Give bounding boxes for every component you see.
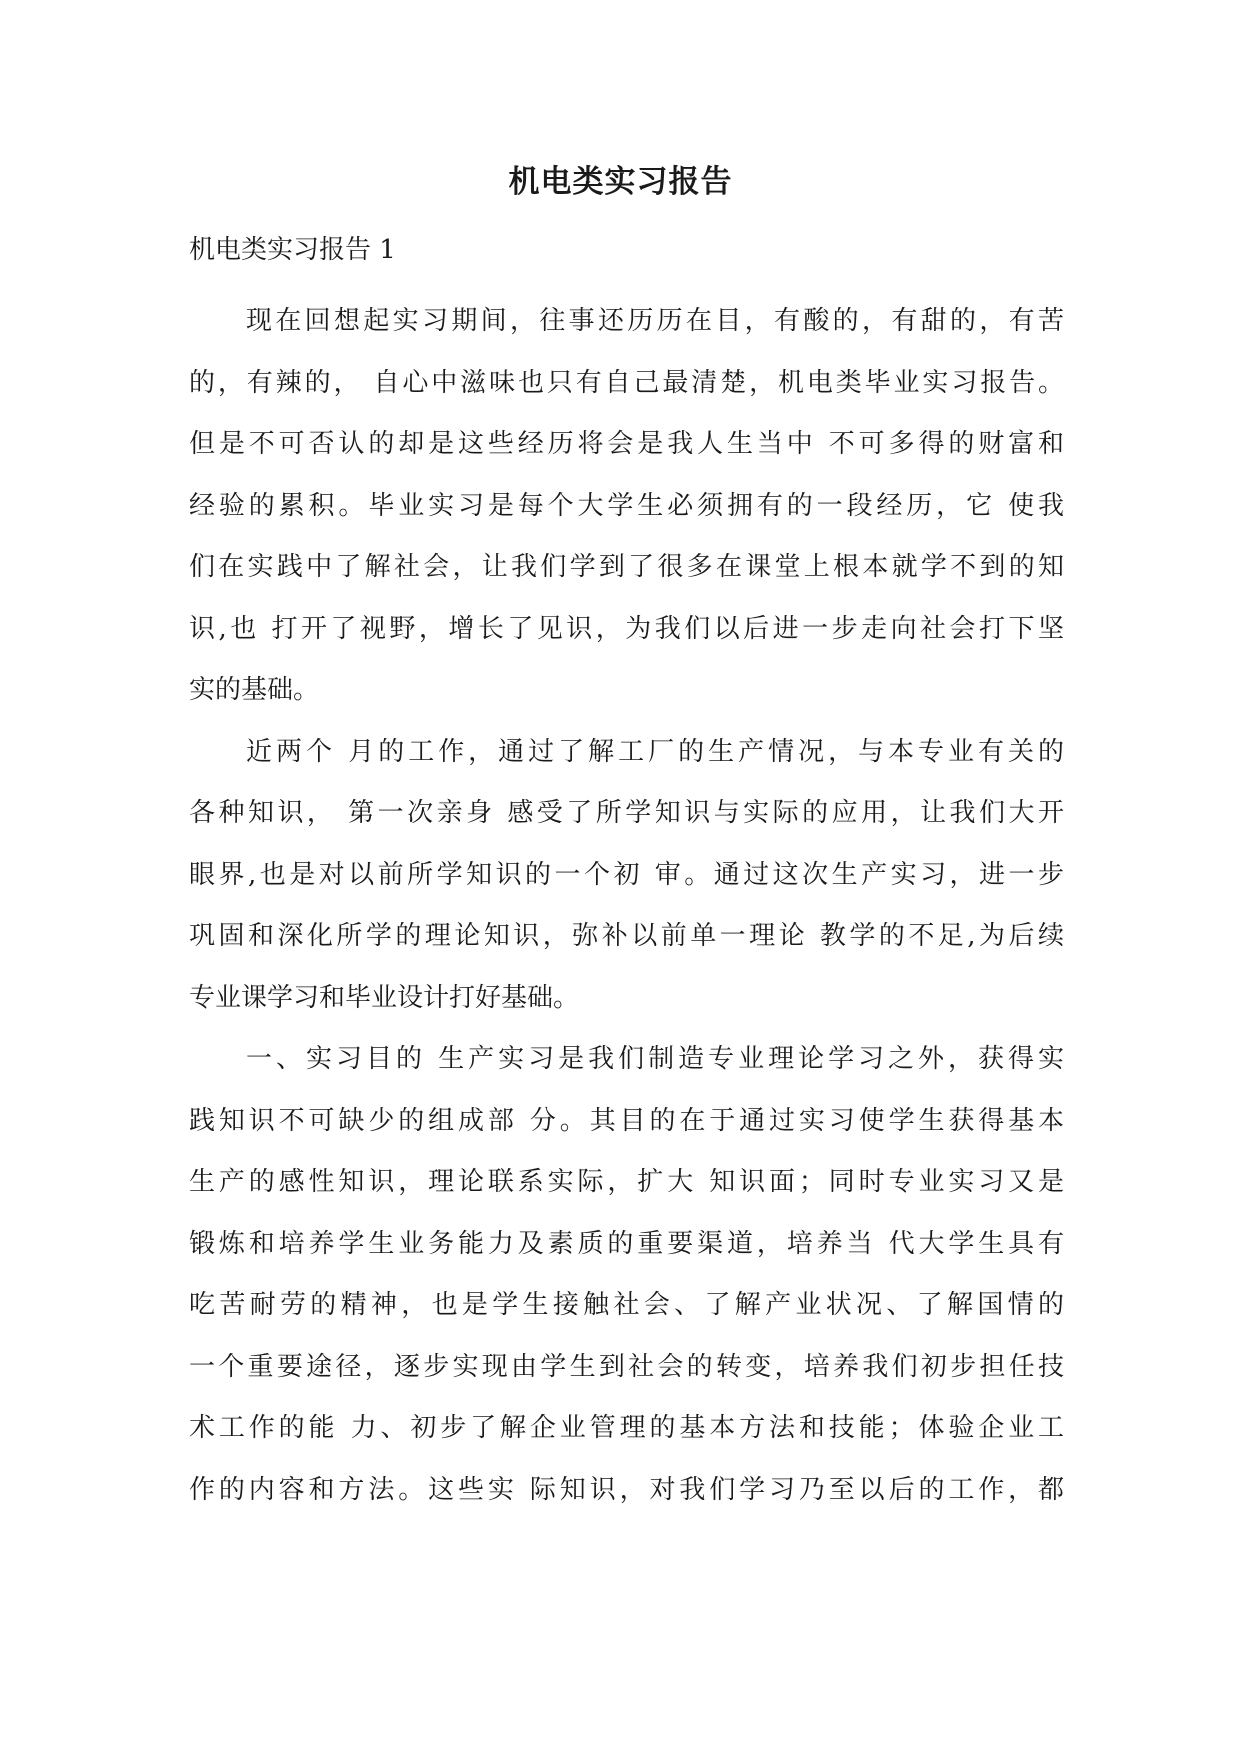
text-line: 专业课学习和毕业设计打好基础。 (189, 982, 580, 1013)
text-line: 眼界,也是对以前所学知识的一个初 审。通过这次生产实习，进一步 (189, 859, 1064, 890)
text-line: 锻炼和培养学生业务能力及素质的重要渠道，培养当 代大学生具有 (189, 1228, 1064, 1259)
text-line: 践知识不可缺少的组成部 分。其目的在于通过实习使学生获得基本 (189, 1105, 1064, 1136)
text-line: 们在实践中了解社会，让我们学到了很多在课堂上根本就学不到的知 (189, 552, 1064, 582)
text-line: 实的基础。 (189, 675, 320, 705)
text-line: 一、实习目的 生产实习是我们制造专业理论学习之外，获得实 (246, 1044, 1064, 1074)
text-line: 术工作的能 力、初步了解企业管理的基本方法和技能；体验企业工 (189, 1413, 1064, 1443)
text-line: 生产的感性知识，理论联系实际，扩大 知识面；同时专业实习又是 (189, 1167, 1064, 1197)
text-line: 各种知识， 第一次亲身 感受了所学知识与实际的应用，让我们大开 (189, 798, 1064, 828)
text-line: 近两个 月的工作，通过了解工厂的生产情况，与本专业有关的 (246, 736, 1064, 767)
text-line: 识,也 打开了视野，增长了见识，为我们以后进一步走向社会打下坚 (189, 613, 1064, 644)
text-line: 一个重要途径，逐步实现由学生到社会的转变，培养我们初步担任技 (189, 1351, 1064, 1382)
text-line: 经验的累积。毕业实习是每个大学生必须拥有的一段经历，它 使我 (189, 490, 1064, 521)
document-body (189, 291, 1064, 1521)
text-line: 作的内容和方法。这些实 际知识，对我们学习乃至以后的工作，都 (189, 1474, 1064, 1505)
text-line: 吃苦耐劳的精神，也是学生接触社会、了解产业状况、了解国情的 (189, 1290, 1064, 1320)
section-heading: 机电类实习报告 1 (189, 235, 396, 265)
text-line: 现在回想起实习期间，往事还历历在目，有酸的，有甜的，有苦 (246, 306, 1064, 336)
text-line: 巩固和深化所学的理论知识，弥补以前单一理论 教学的不足,为后续 (189, 921, 1064, 951)
text-line: 但是不可否认的却是这些经历将会是我人生当中 不可多得的财富和 (189, 429, 1064, 459)
text-line: 的，有辣的， 自心中滋味也只有自己最清楚，机电类毕业实习报告。 (189, 367, 1064, 398)
document-title: 机电类实习报告 (508, 164, 733, 200)
